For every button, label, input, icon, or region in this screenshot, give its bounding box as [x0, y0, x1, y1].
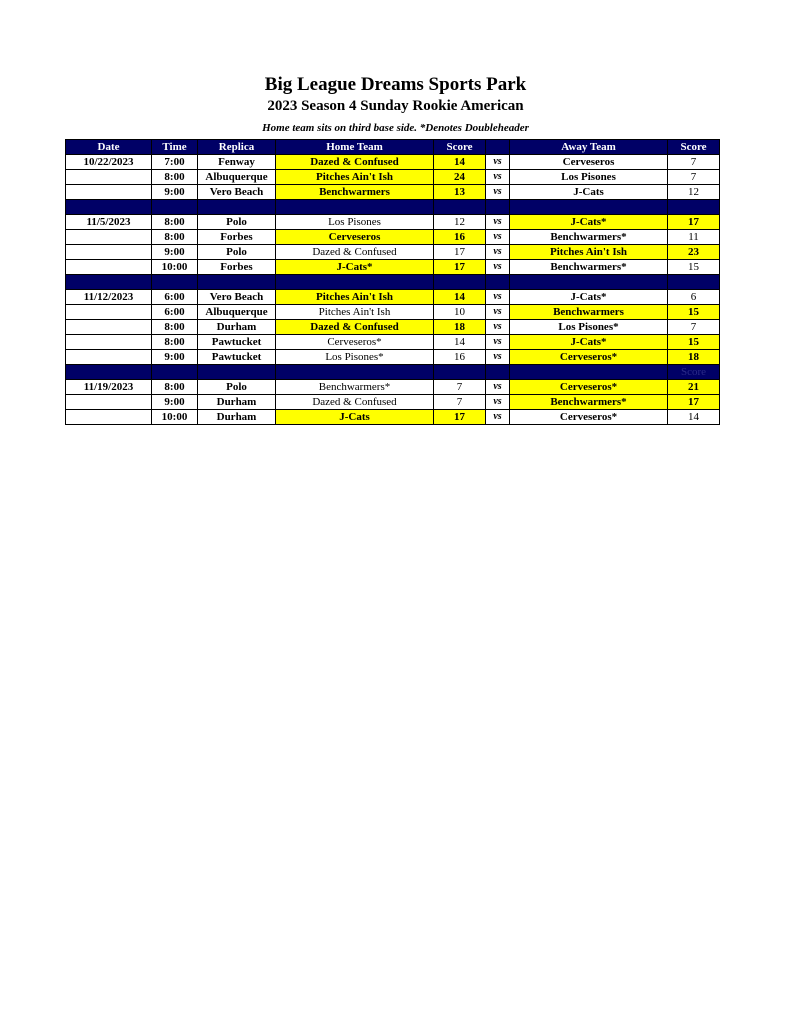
away-score: 17	[668, 215, 720, 230]
separator-cell	[668, 275, 720, 290]
game-row	[66, 170, 720, 185]
separator-cell	[198, 365, 276, 380]
game-time: 8:00	[152, 320, 198, 335]
game-date	[66, 410, 152, 425]
away-score: 21	[668, 380, 720, 395]
home-score: 7	[434, 395, 486, 410]
game-time: 8:00	[152, 380, 198, 395]
game-date	[66, 245, 152, 260]
home-team: Pitches Ain't Ish	[276, 290, 434, 305]
separator-cell	[152, 200, 198, 215]
game-replica: Fenway	[198, 155, 276, 170]
separator-cell	[66, 365, 152, 380]
vs-label: vs	[486, 215, 510, 230]
game-row	[66, 155, 720, 170]
home-score: 16	[434, 230, 486, 245]
vs-label: vs	[486, 380, 510, 395]
game-time: 7:00	[152, 155, 198, 170]
home-score: 12	[434, 215, 486, 230]
vs-label: vs	[486, 290, 510, 305]
column-header-replica: Replica	[198, 140, 276, 155]
game-date	[66, 170, 152, 185]
week-separator-row	[66, 365, 720, 380]
away-team: Benchwarmers*	[510, 260, 668, 275]
game-date: 11/19/2023	[66, 380, 152, 395]
separator-cell	[434, 365, 486, 380]
away-team: Cerveseros*	[510, 410, 668, 425]
game-row	[66, 410, 720, 425]
home-score: 17	[434, 245, 486, 260]
home-team: Dazed & Confused	[276, 155, 434, 170]
separator-cell: Score	[668, 365, 720, 380]
game-row	[66, 395, 720, 410]
game-replica: Durham	[198, 410, 276, 425]
game-row	[66, 215, 720, 230]
game-time: 8:00	[152, 215, 198, 230]
game-date	[66, 260, 152, 275]
game-date	[66, 320, 152, 335]
column-header-away-score: Score	[668, 140, 720, 155]
game-replica: Forbes	[198, 260, 276, 275]
game-replica: Polo	[198, 380, 276, 395]
vs-label: vs	[486, 395, 510, 410]
vs-label: vs	[486, 305, 510, 320]
game-time: 9:00	[152, 350, 198, 365]
separator-cell	[276, 275, 434, 290]
home-team: Los Pisones	[276, 215, 434, 230]
separator-cell	[510, 275, 668, 290]
away-team: Benchwarmers*	[510, 230, 668, 245]
column-header-date: Date	[66, 140, 152, 155]
game-row	[66, 320, 720, 335]
game-date	[66, 185, 152, 200]
vs-label: vs	[486, 245, 510, 260]
home-team: Los Pisones*	[276, 350, 434, 365]
game-replica: Vero Beach	[198, 290, 276, 305]
away-team: Cerveseros*	[510, 350, 668, 365]
game-date	[66, 395, 152, 410]
away-score: 15	[668, 305, 720, 320]
game-date: 11/5/2023	[66, 215, 152, 230]
game-time: 8:00	[152, 170, 198, 185]
home-score: 14	[434, 335, 486, 350]
away-team: J-Cats	[510, 185, 668, 200]
separator-cell	[66, 200, 152, 215]
vs-label: vs	[486, 410, 510, 425]
column-header-time: Time	[152, 140, 198, 155]
game-date: 10/22/2023	[66, 155, 152, 170]
page-subtitle: 2023 Season 4 Sunday Rookie American	[267, 98, 524, 114]
away-team: Benchwarmers	[510, 305, 668, 320]
separator-cell	[486, 365, 510, 380]
away-team: Los Pisones*	[510, 320, 668, 335]
separator-cell	[152, 275, 198, 290]
away-team: J-Cats*	[510, 335, 668, 350]
vs-label: vs	[486, 230, 510, 245]
vs-label: vs	[486, 260, 510, 275]
home-score: 17	[434, 410, 486, 425]
away-score: 17	[668, 395, 720, 410]
home-team: J-Cats	[276, 410, 434, 425]
game-time: 8:00	[152, 230, 198, 245]
separator-cell	[668, 200, 720, 215]
header-row	[66, 140, 720, 155]
home-score: 24	[434, 170, 486, 185]
away-team: Pitches Ain't Ish	[510, 245, 668, 260]
column-header-away-team: Away Team	[510, 140, 668, 155]
home-team: Cerveseros	[276, 230, 434, 245]
separator-cell	[486, 275, 510, 290]
game-time: 9:00	[152, 245, 198, 260]
away-team: J-Cats*	[510, 290, 668, 305]
game-time: 8:00	[152, 335, 198, 350]
game-row	[66, 185, 720, 200]
home-team: Cerveseros*	[276, 335, 434, 350]
separator-cell	[152, 365, 198, 380]
separator-cell	[434, 200, 486, 215]
home-score: 18	[434, 320, 486, 335]
game-replica: Durham	[198, 395, 276, 410]
home-score: 14	[434, 290, 486, 305]
home-team: Benchwarmers*	[276, 380, 434, 395]
game-row	[66, 290, 720, 305]
game-replica: Albuquerque	[198, 305, 276, 320]
game-time: 6:00	[152, 290, 198, 305]
home-score: 16	[434, 350, 486, 365]
game-date	[66, 305, 152, 320]
away-team: Benchwarmers*	[510, 395, 668, 410]
game-replica: Durham	[198, 320, 276, 335]
away-score: 7	[668, 320, 720, 335]
away-score: 15	[668, 260, 720, 275]
away-team: Cerveseros*	[510, 380, 668, 395]
column-header-home-score: Score	[434, 140, 486, 155]
away-score: 11	[668, 230, 720, 245]
game-time: 10:00	[152, 410, 198, 425]
game-replica: Vero Beach	[198, 185, 276, 200]
game-row	[66, 305, 720, 320]
vs-label: vs	[486, 185, 510, 200]
home-team: Benchwarmers	[276, 185, 434, 200]
away-team: J-Cats*	[510, 215, 668, 230]
away-team: Cerveseros	[510, 155, 668, 170]
game-date: 11/12/2023	[66, 290, 152, 305]
separator-cell	[198, 200, 276, 215]
game-row	[66, 380, 720, 395]
home-team: Pitches Ain't Ish	[276, 170, 434, 185]
home-team: J-Cats*	[276, 260, 434, 275]
game-row	[66, 335, 720, 350]
separator-cell	[198, 275, 276, 290]
separator-cell	[510, 200, 668, 215]
away-score: 12	[668, 185, 720, 200]
away-score: 23	[668, 245, 720, 260]
separator-cell	[276, 365, 434, 380]
home-score: 10	[434, 305, 486, 320]
home-score: 13	[434, 185, 486, 200]
week-separator-row	[66, 275, 720, 290]
separator-cell	[276, 200, 434, 215]
separator-cell	[434, 275, 486, 290]
separator-cell	[510, 365, 668, 380]
game-replica: Pawtucket	[198, 335, 276, 350]
game-replica: Forbes	[198, 230, 276, 245]
away-score: 18	[668, 350, 720, 365]
schedule-note: Home team sits on third base side. *Denotes Doubleheader	[262, 122, 529, 134]
game-time: 10:00	[152, 260, 198, 275]
game-replica: Polo	[198, 215, 276, 230]
away-score: 15	[668, 335, 720, 350]
separator-cell	[486, 200, 510, 215]
vs-label: vs	[486, 170, 510, 185]
home-score: 14	[434, 155, 486, 170]
vs-label: vs	[486, 155, 510, 170]
away-score: 7	[668, 170, 720, 185]
game-replica: Polo	[198, 245, 276, 260]
schedule-body	[66, 155, 720, 425]
week-separator-row	[66, 200, 720, 215]
away-score: 6	[668, 290, 720, 305]
game-time: 9:00	[152, 185, 198, 200]
page-title: Big League Dreams Sports Park	[264, 74, 527, 95]
vs-label: vs	[486, 320, 510, 335]
vs-label: vs	[486, 350, 510, 365]
home-team: Dazed & Confused	[276, 395, 434, 410]
game-date	[66, 230, 152, 245]
game-time: 6:00	[152, 305, 198, 320]
away-team: Los Pisones	[510, 170, 668, 185]
game-replica: Pawtucket	[198, 350, 276, 365]
home-team: Dazed & Confused	[276, 245, 434, 260]
home-score: 7	[434, 380, 486, 395]
home-score: 17	[434, 260, 486, 275]
column-header-home-team: Home Team	[276, 140, 434, 155]
game-row	[66, 245, 720, 260]
home-team: Pitches Ain't Ish	[276, 305, 434, 320]
vs-label: vs	[486, 335, 510, 350]
game-row	[66, 230, 720, 245]
away-score: 7	[668, 155, 720, 170]
game-date	[66, 350, 152, 365]
game-replica: Albuquerque	[198, 170, 276, 185]
schedule-table	[65, 139, 720, 425]
game-time: 9:00	[152, 395, 198, 410]
game-row	[66, 260, 720, 275]
separator-cell	[66, 275, 152, 290]
home-team: Dazed & Confused	[276, 320, 434, 335]
column-header-vs	[486, 140, 510, 155]
game-date	[66, 335, 152, 350]
away-score: 14	[668, 410, 720, 425]
game-row	[66, 350, 720, 365]
